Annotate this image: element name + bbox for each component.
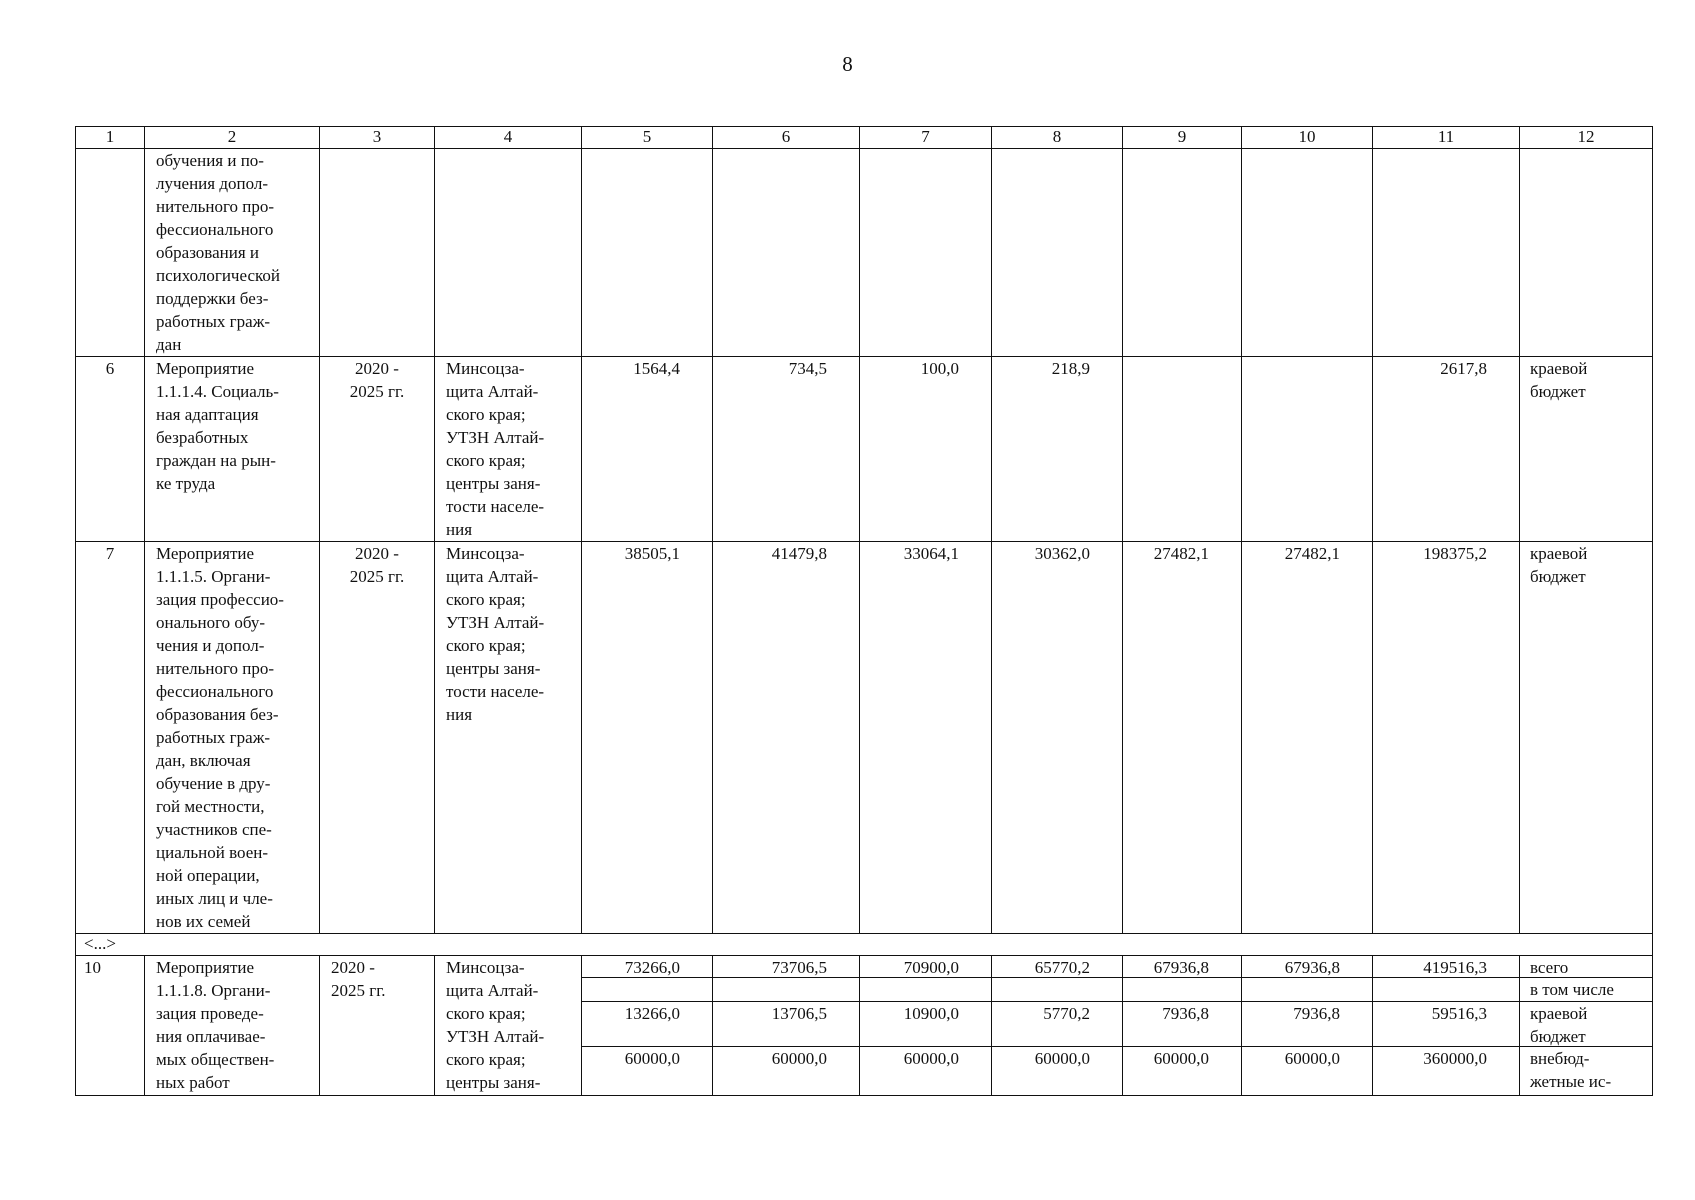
value-cell <box>992 956 1123 1096</box>
executor-cell <box>435 357 582 542</box>
col-header: 12 <box>1520 127 1653 149</box>
event-name-line: ной операции, <box>156 866 260 885</box>
sub-value: 419516,3 <box>1423 958 1487 977</box>
funding-source-line: краевой <box>1530 359 1588 378</box>
executor-line: УТЗН Алтай- <box>446 1027 545 1046</box>
sub-value: 73266,0 <box>624 958 680 977</box>
column-number-row <box>76 127 1653 149</box>
funding-source-line: краевой <box>1530 544 1588 563</box>
period-line: 2025 гг. <box>349 382 405 401</box>
event-name-line: Мероприятие <box>156 544 255 563</box>
value-cell <box>992 149 1123 357</box>
event-name-line: мых обществен- <box>156 1050 275 1069</box>
event-name-line: ния оплачивае- <box>156 1027 266 1046</box>
col-header: 9 <box>1123 127 1242 149</box>
value-cell <box>860 149 992 357</box>
value-cell: 734,5 <box>713 357 860 542</box>
value-cell <box>582 956 713 1096</box>
value-cell: 41479,8 <box>713 542 860 934</box>
event-name-line: психологической <box>156 266 280 285</box>
event-name-line: безработных <box>156 428 249 447</box>
executor-line: Минсоцза- <box>446 359 525 378</box>
sub-value: 65770,2 <box>1034 958 1090 977</box>
sub-value: 60000,0 <box>1123 1046 1241 1091</box>
executor-line: центры заня- <box>446 1073 541 1092</box>
sub-value: 10900,0 <box>860 1001 991 1046</box>
value-cell <box>1242 956 1373 1096</box>
table-row <box>76 149 1653 357</box>
event-name-line: нов их семей <box>156 912 251 931</box>
event-name-line: 1.1.1.5. Органи- <box>156 567 271 586</box>
value-cell: 33064,1 <box>860 542 992 934</box>
executor-line: Минсоцза- <box>446 544 525 563</box>
executor-line: ния <box>446 520 473 539</box>
sub-value: 60000,0 <box>582 1046 712 1091</box>
col-header: 2 <box>145 127 320 149</box>
event-name-line: работных граж- <box>156 728 271 747</box>
funding-source: внебюд- жетные ис- <box>1520 1046 1652 1091</box>
event-name-line: чения и допол- <box>156 636 265 655</box>
col-header: 1 <box>76 127 145 149</box>
period-line: 2020 - <box>355 359 399 378</box>
period-line: 2025 гг. <box>349 567 405 586</box>
event-name-line: дан <box>156 335 182 354</box>
value-cell <box>582 149 713 357</box>
value-cell: 27482,1 <box>1242 542 1373 934</box>
sub-value: 5770,2 <box>992 1001 1122 1046</box>
row-number: 7 <box>76 542 145 934</box>
period-cell <box>320 357 435 542</box>
period-line: 2020 - <box>355 544 399 563</box>
value-cell <box>713 149 860 357</box>
value-cell <box>1373 956 1520 1096</box>
sub-value: 60000,0 <box>713 1046 859 1091</box>
value-cell: 198375,2 <box>1373 542 1520 934</box>
funding-source-cell <box>1520 357 1653 542</box>
table-row <box>76 956 1653 1096</box>
funding-source-line: бюджет <box>1530 382 1586 401</box>
sub-value <box>860 977 991 1001</box>
sub-value <box>713 977 859 1001</box>
executor-line: Минсоцза- <box>446 958 525 977</box>
event-name-line: образования и <box>156 243 260 262</box>
event-name-line: зация проведе- <box>156 1004 264 1023</box>
executor-line: щита Алтай- <box>446 567 539 586</box>
col-header: 6 <box>713 127 860 149</box>
event-name-line: 1.1.1.8. Органи- <box>156 981 271 1000</box>
value-cell <box>1373 149 1520 357</box>
page-number: 8 <box>842 52 853 76</box>
executor-line: щита Алтай- <box>446 981 539 1000</box>
funding-source: в том числе <box>1520 977 1652 1001</box>
value-cell <box>713 956 860 1096</box>
funding-source: краевой бюджет <box>1520 1001 1652 1046</box>
sub-value <box>992 977 1122 1001</box>
event-name-line: циальной воен- <box>156 843 268 862</box>
event-name-line: ная адаптация <box>156 405 259 424</box>
event-name-line: образования без- <box>156 705 279 724</box>
executor-line: щита Алтай- <box>446 382 539 401</box>
sub-value: 7936,8 <box>1123 1001 1241 1046</box>
event-name-line: Мероприятие <box>156 958 255 977</box>
event-name-line: зация профессио- <box>156 590 284 609</box>
event-name-line: работных граж- <box>156 312 271 331</box>
sub-value <box>1242 977 1372 1001</box>
sub-value: 13706,5 <box>713 1001 859 1046</box>
executor-line: центры заня- <box>446 474 541 493</box>
event-name-line: фессионального <box>156 220 274 239</box>
event-name-line: нительного про- <box>156 197 275 216</box>
col-header: 4 <box>435 127 582 149</box>
col-header: 11 <box>1373 127 1520 149</box>
col-header: 3 <box>320 127 435 149</box>
value-cell: 218,9 <box>992 357 1123 542</box>
executor-line: тости населе- <box>446 682 545 701</box>
period-cell <box>320 542 435 934</box>
executor-line: ского края; <box>446 451 526 470</box>
period-cell <box>320 149 435 357</box>
sub-value: 13266,0 <box>582 1001 712 1046</box>
value-cell: 100,0 <box>860 357 992 542</box>
event-name-line: нительного про- <box>156 659 275 678</box>
sub-value: 67936,8 <box>1284 958 1340 977</box>
sub-value <box>582 977 712 1001</box>
value-cell: 1564,4 <box>582 357 713 542</box>
executor-line: центры заня- <box>446 659 541 678</box>
table-row <box>76 542 1653 934</box>
sub-value: 67936,8 <box>1153 958 1209 977</box>
funding-source-line: бюджет <box>1530 567 1586 586</box>
executor-line: ния <box>446 705 473 724</box>
event-name-line: 1.1.1.4. Социаль- <box>156 382 279 401</box>
value-cell: 2617,8 <box>1373 357 1520 542</box>
event-name-line: гой местности, <box>156 797 265 816</box>
sub-value <box>1123 977 1241 1001</box>
executor-cell <box>435 956 582 1096</box>
program-table <box>75 126 1653 1096</box>
event-name-line: поддержки без- <box>156 289 269 308</box>
value-cell: 27482,1 <box>1123 542 1242 934</box>
sub-value: 73706,5 <box>771 958 827 977</box>
funding-source: всего <box>1530 958 1569 977</box>
executor-line: ского края; <box>446 1004 526 1023</box>
value-cell <box>1123 357 1242 542</box>
executor-cell <box>435 149 582 357</box>
event-name-line: лучения допол- <box>156 174 269 193</box>
period-line: 2025 гг. <box>331 981 386 1000</box>
value-cell <box>1123 149 1242 357</box>
period-cell <box>320 956 435 1096</box>
event-name-line: обучения и по- <box>156 151 264 170</box>
col-header: 7 <box>860 127 992 149</box>
col-header: 10 <box>1242 127 1373 149</box>
executor-line: ского края; <box>446 636 526 655</box>
executor-line: тости населе- <box>446 497 545 516</box>
sub-value <box>1373 977 1519 1001</box>
event-name-line: фессионального <box>156 682 274 701</box>
value-cell <box>1242 357 1373 542</box>
row-number <box>76 149 145 357</box>
funding-source-cell <box>1520 542 1653 934</box>
event-name-line: дан, включая <box>156 751 251 770</box>
event-name-line: иных лиц и чле- <box>156 889 273 908</box>
event-name-line: обучение в дру- <box>156 774 271 793</box>
sub-value: 360000,0 <box>1373 1046 1519 1091</box>
event-name-cell <box>145 357 320 542</box>
event-name-line: участников спе- <box>156 820 272 839</box>
value-cell <box>1242 149 1373 357</box>
event-name-line: ке труда <box>156 474 216 493</box>
row-number: 10 <box>76 956 145 1096</box>
event-name-cell <box>145 956 320 1096</box>
event-name-cell <box>145 542 320 934</box>
col-header: 8 <box>992 127 1123 149</box>
event-name-cell <box>145 149 320 357</box>
executor-line: ского края; <box>446 405 526 424</box>
value-cell <box>1123 956 1242 1096</box>
col-header: 5 <box>582 127 713 149</box>
sub-value: 60000,0 <box>860 1046 991 1091</box>
executor-line: ского края; <box>446 1050 526 1069</box>
event-name-line: граждан на рын- <box>156 451 276 470</box>
row-number: 6 <box>76 357 145 542</box>
event-name-line: ных работ <box>156 1073 230 1092</box>
sub-value: 60000,0 <box>992 1046 1122 1091</box>
table-row <box>76 357 1653 542</box>
sub-value: 60000,0 <box>1242 1046 1372 1091</box>
value-cell: 30362,0 <box>992 542 1123 934</box>
period-line: 2020 - <box>331 958 375 977</box>
ellipsis-row <box>76 934 1653 956</box>
value-cell <box>860 956 992 1096</box>
executor-line: ского края; <box>446 590 526 609</box>
sub-value: 70900,0 <box>903 958 959 977</box>
executor-line: УТЗН Алтай- <box>446 428 545 447</box>
ellipsis-cell: <...> <box>76 934 1653 956</box>
sub-value: 7936,8 <box>1242 1001 1372 1046</box>
table-body <box>76 127 1653 1096</box>
executor-line: УТЗН Алтай- <box>446 613 545 632</box>
sub-value: 59516,3 <box>1373 1001 1519 1046</box>
value-cell: 38505,1 <box>582 542 713 934</box>
funding-source-cell <box>1520 956 1653 1096</box>
event-name-line: Мероприятие <box>156 359 255 378</box>
event-name-line: онального обу- <box>156 613 266 632</box>
funding-source-cell <box>1520 149 1653 357</box>
executor-cell <box>435 542 582 934</box>
